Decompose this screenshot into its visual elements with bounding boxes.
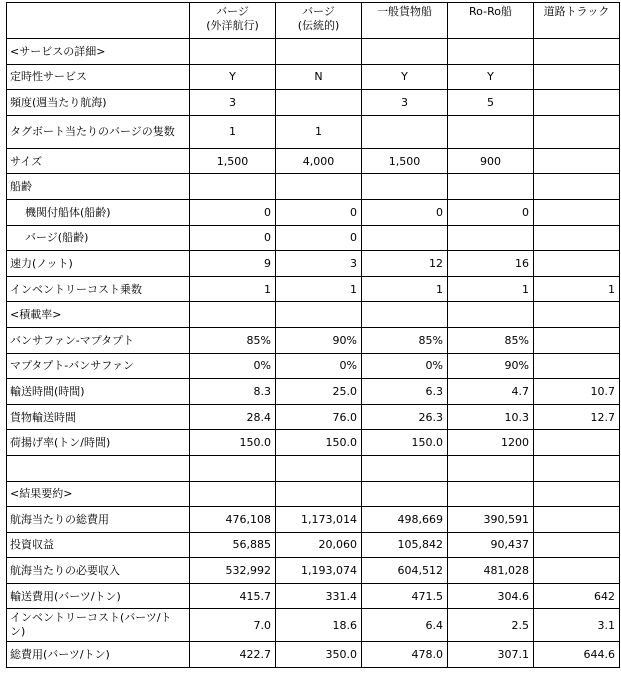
table-cell: 1 [190,115,276,148]
table-cell: 481,028 [448,558,534,584]
table-cell: 76.0 [276,404,362,430]
table-cell [534,558,620,584]
table-cell [276,302,362,328]
table-cell: 604,512 [362,558,448,584]
table-cell: 150.0 [276,430,362,456]
table-cell: 1 [534,276,620,302]
table-cell: 1 [276,276,362,302]
row-label: <結果要約> [7,481,190,507]
table-cell [190,455,276,481]
table-cell: 90% [276,327,362,353]
row-label: 総費用(バーツ/トン) [7,642,190,668]
table-cell [362,174,448,200]
table-cell: 12.7 [534,404,620,430]
table-row [7,507,620,533]
table-cell: 16 [448,251,534,277]
table-row [7,430,620,456]
table-cell [534,507,620,533]
table-cell: 10.3 [448,404,534,430]
table-cell: 0 [448,199,534,225]
row-label: 荷揚げ率(トン/時間) [7,430,190,456]
table-cell: 8.3 [190,379,276,405]
table-cell: 85% [190,327,276,353]
table-cell: 331.4 [276,583,362,609]
table-cell: 415.7 [190,583,276,609]
row-label: 航海当たりの必要収入 [7,558,190,584]
table-row [7,532,620,558]
table-cell: 3 [362,90,448,116]
table-cell [534,455,620,481]
table-cell: 900 [448,148,534,174]
table-cell: 1 [448,276,534,302]
table-cell: 644.6 [534,642,620,668]
table-cell [448,174,534,200]
row-label: 頻度(週当たり航海) [7,90,190,116]
table-row [7,90,620,116]
row-label: サイズ [7,148,190,174]
header-general-cargo-ship: 一般貨物船 [362,3,448,39]
row-label: 輸送費用(バーツ/トン) [7,583,190,609]
row-label: <積載率> [7,302,190,328]
table-cell [276,174,362,200]
table-cell: 307.1 [448,642,534,668]
table-cell [534,174,620,200]
table-cell [534,90,620,116]
table-cell [534,302,620,328]
table-row [7,327,620,353]
table-cell: 0 [190,199,276,225]
table-cell: 4,000 [276,148,362,174]
table-row [7,199,620,225]
table-cell [534,430,620,456]
table-cell: 150.0 [362,430,448,456]
table-row [7,174,620,200]
table-cell: 20,060 [276,532,362,558]
table-cell: 390,591 [448,507,534,533]
row-label [7,455,190,481]
table-cell: 105,842 [362,532,448,558]
table-cell: 0% [362,353,448,379]
table-cell: 1 [190,276,276,302]
table-cell: 3 [190,90,276,116]
table-cell: Y [362,64,448,90]
table-cell: 4.7 [448,379,534,405]
row-label: 船齢 [7,174,190,200]
header-road-truck: 道路トラック [534,3,620,39]
header-roro-ship: Ro-Ro船 [448,3,534,39]
table-cell [448,225,534,251]
table-cell [534,353,620,379]
table-cell: 18.6 [276,609,362,642]
table-cell [534,327,620,353]
table-cell: 0 [190,225,276,251]
table-cell [190,39,276,65]
table-cell [448,481,534,507]
table-cell: 85% [362,327,448,353]
table-cell: 12 [362,251,448,277]
table-cell: N [276,64,362,90]
table-cell [362,115,448,148]
table-cell: 1,173,014 [276,507,362,533]
table-cell [534,532,620,558]
table-cell: 3.1 [534,609,620,642]
table-cell: 1200 [448,430,534,456]
table-cell: 476,108 [190,507,276,533]
table-row [7,39,620,65]
row-label: 貨物輸送時間 [7,404,190,430]
table-cell: Y [448,64,534,90]
table-cell: 25.0 [276,379,362,405]
table-cell [534,115,620,148]
row-label: 航海当たりの総費用 [7,507,190,533]
table-cell [448,39,534,65]
table-cell [534,251,620,277]
table-cell: 0 [276,199,362,225]
table-row [7,302,620,328]
table-cell [276,90,362,116]
table-cell: 9 [190,251,276,277]
table-cell: 532,992 [190,558,276,584]
row-label: 輸送時間(時間) [7,379,190,405]
table-cell [190,481,276,507]
table-cell: 26.3 [362,404,448,430]
table-cell: 56,885 [190,532,276,558]
table-cell: 0% [276,353,362,379]
row-label: バージ(船齢) [7,225,190,251]
table-cell [534,225,620,251]
table-cell [448,455,534,481]
table-cell: 6.4 [362,609,448,642]
table-cell: 471.5 [362,583,448,609]
row-label: マプタプト-バンサファン [7,353,190,379]
table-row [7,455,620,481]
table-row [7,583,620,609]
row-label: バンサファン-マプタプト [7,327,190,353]
table-row [7,353,620,379]
table-cell [362,481,448,507]
table-cell: 0% [190,353,276,379]
table-row [7,251,620,277]
table-row [7,64,620,90]
header-barge-ocean: バージ (外洋航行) [190,3,276,39]
table-row [7,558,620,584]
table-cell: 422.7 [190,642,276,668]
table-cell [362,302,448,328]
table-cell [534,148,620,174]
table-cell: 1,500 [190,148,276,174]
table-cell: 304.6 [448,583,534,609]
table-cell: 1 [362,276,448,302]
table-row [7,148,620,174]
table-cell: Y [190,64,276,90]
table-cell: 90,437 [448,532,534,558]
table-cell [362,225,448,251]
table-cell [448,115,534,148]
header-corner-cell [7,3,190,39]
table-cell: 1 [276,115,362,148]
row-label: 投資収益 [7,532,190,558]
header-row [7,3,620,39]
table-cell: 5 [448,90,534,116]
row-label: 機関付船体(船齢) [7,199,190,225]
table-cell [190,302,276,328]
row-label: 速力(ノット) [7,251,190,277]
table-cell [276,481,362,507]
table-cell: 150.0 [190,430,276,456]
table-cell: 0 [362,199,448,225]
table-row [7,276,620,302]
table-cell [276,455,362,481]
table-row [7,404,620,430]
table-cell [362,455,448,481]
table-cell: 642 [534,583,620,609]
row-label: <サービスの詳細> [7,39,190,65]
cost-comparison-table [6,2,620,668]
table-cell: 90% [448,353,534,379]
table-cell: 1,193,074 [276,558,362,584]
table-cell [190,174,276,200]
table-cell: 2.5 [448,609,534,642]
table-cell: 1,500 [362,148,448,174]
table-row [7,481,620,507]
table-cell [534,64,620,90]
table-cell: 85% [448,327,534,353]
table-cell [534,199,620,225]
table-cell [534,39,620,65]
row-label: 定時性サービス [7,64,190,90]
table-cell: 7.0 [190,609,276,642]
table-cell: 3 [276,251,362,277]
table-cell: 10.7 [534,379,620,405]
table-cell: 0 [276,225,362,251]
table-row [7,225,620,251]
table-row [7,379,620,405]
table-cell [448,302,534,328]
table-cell [362,39,448,65]
row-label: タグボート当たりのバージの隻数 [7,115,190,148]
table-row [7,115,620,148]
row-label: インベントリーコスト(バーツ/トン) [7,609,190,642]
row-label: インベントリーコスト乗数 [7,276,190,302]
table-row [7,642,620,668]
table-cell: 350.0 [276,642,362,668]
header-barge-traditional: バージ (伝統的) [276,3,362,39]
cost-comparison-table-container [6,2,620,668]
table-cell: 28.4 [190,404,276,430]
table-row [7,609,620,642]
table-cell [276,39,362,65]
table-cell: 498,669 [362,507,448,533]
table-cell [534,481,620,507]
table-cell: 478.0 [362,642,448,668]
table-cell: 6.3 [362,379,448,405]
